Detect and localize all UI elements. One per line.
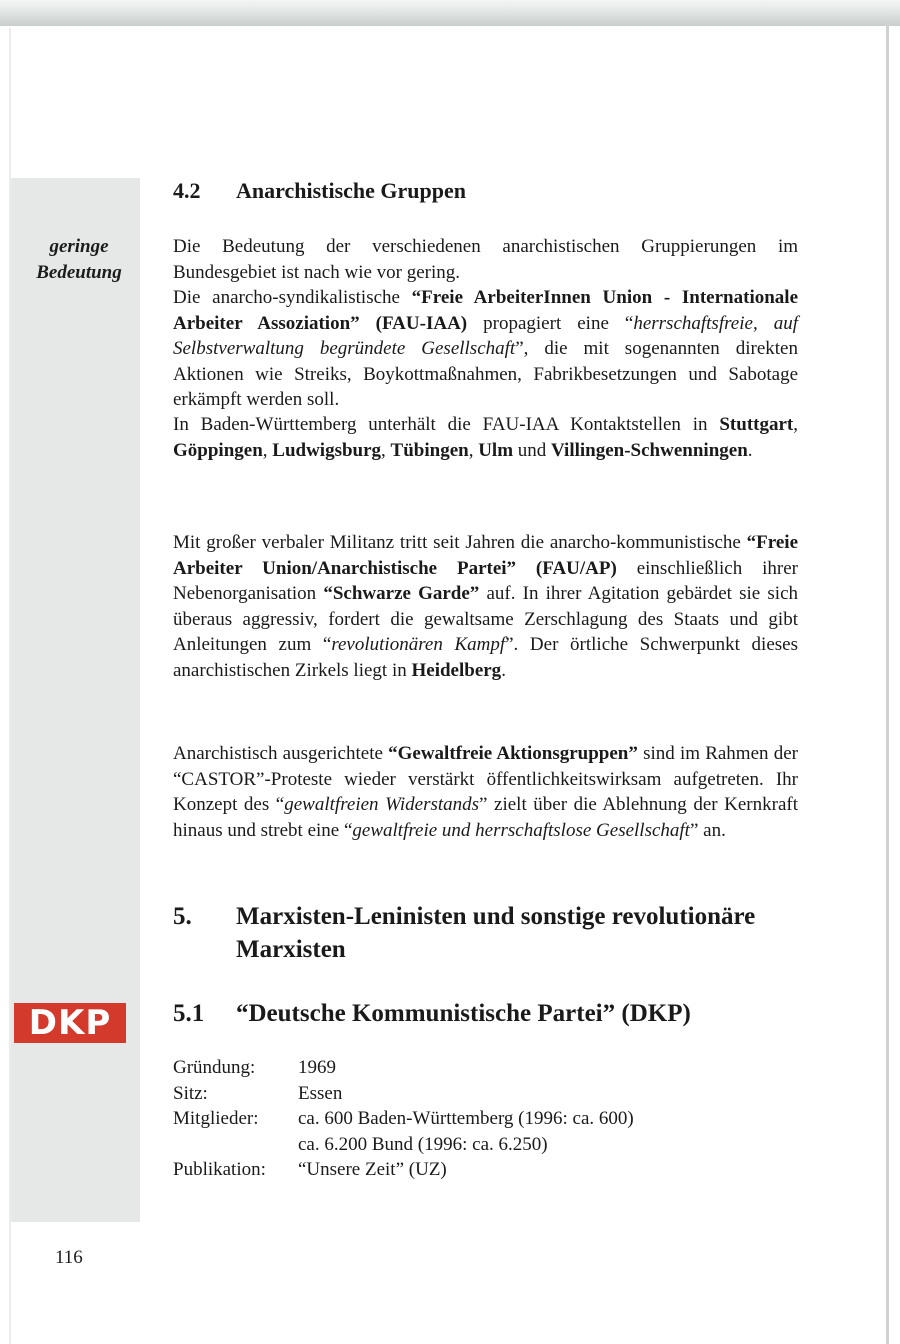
text-run: ”. Der örtliche Schwerpunkt dieses anarchistischen Zirkels liegt in (173, 634, 798, 681)
bold-text: Göppingen (173, 439, 263, 461)
text-run: sind im Rahmen der “CASTOR”-Proteste wieder verstärkt öffentlichkeitswirksam aufgetreten. Ihr Konzept des “ (173, 743, 798, 815)
section-heading-5 (173, 900, 803, 966)
party-facts-table (173, 1055, 634, 1183)
text-run: propagiert eine “ (467, 312, 634, 334)
page-number: 116 (55, 1247, 83, 1268)
fact-values (298, 1106, 634, 1157)
paragraph (173, 530, 798, 683)
fact-row (173, 1106, 634, 1157)
text-run: , (468, 439, 479, 461)
scan-border-top (0, 0, 900, 26)
scan-border-right (886, 20, 889, 1344)
text-run: , (262, 439, 273, 461)
section-number: 4.2 (173, 178, 201, 203)
fact-values (298, 1157, 447, 1183)
fact-value: ca. 600 Baden-Württemberg (1996: ca. 600) (298, 1108, 634, 1129)
text-run: und (513, 439, 552, 461)
bold-text: Heidelberg (411, 659, 502, 681)
paragraph (173, 234, 798, 285)
paragraph (173, 285, 798, 413)
margin-note-line: geringe (49, 236, 109, 257)
margin-sidebar (11, 178, 140, 1222)
text-run: Mit großer verbaler Militanz tritt seit Jahren die anarcho-kommunistische (173, 532, 747, 553)
section-heading-4-2 (173, 176, 466, 206)
fact-label: Publikation: (173, 1159, 266, 1180)
text-run: Anarchistisch ausgerichtete (173, 743, 389, 764)
bold-text: “Freie ArbeiterInnen Union - Internationale Arbeiter Assoziation” (FAU-IAA) (173, 287, 798, 334)
fact-row (173, 1081, 634, 1107)
fact-value: ca. 6.200 Bund (1996: ca. 6.250) (298, 1133, 548, 1155)
fact-label: Gründung: (173, 1057, 256, 1078)
dkp-logo: DKP (14, 1003, 126, 1043)
fact-value: 1969 (298, 1057, 336, 1078)
bold-text: Ulm (478, 439, 514, 461)
text-run: In Baden-Württemberg unterhält die FAU-IAA Kontaktstellen in (173, 414, 720, 435)
bold-text: Tübingen (390, 439, 469, 461)
fact-value: “Unsere Zeit” (UZ) (298, 1159, 447, 1180)
fact-value: Essen (298, 1082, 343, 1104)
fact-row (173, 1055, 634, 1081)
fact-values (298, 1055, 336, 1081)
text-run: Die Bedeutung der verschiedenen anarchistischen Gruppierungen im Bundesgebiet ist nach wie vor gering. (173, 236, 798, 283)
fact-label: Mitglieder: (173, 1108, 259, 1129)
section-number: 5. (173, 903, 192, 930)
margin-note (18, 234, 140, 286)
text-run: . (747, 439, 753, 461)
section-heading-5-1 (173, 997, 803, 1030)
bold-text: Ludwigsburg (272, 439, 382, 461)
fact-values (298, 1081, 342, 1107)
text-run: ” an. (689, 819, 726, 841)
bold-text: “Schwarze Garde” (323, 583, 480, 604)
text-run: , (793, 414, 798, 435)
text-run: einschließlich ihrer Nebenorganisation (173, 557, 798, 604)
section-title: Marxisten-Leninisten und sonstige revolutionäre Marxisten (236, 903, 756, 963)
italic-text: revolutionären Kampf (331, 634, 506, 655)
bold-text: Villingen-Schwenningen (551, 439, 748, 461)
text-run: ”, die mit sogenannten direkten Aktionen wie Streiks, Boykottmaßnahmen, Fabrikbesetzungen und Sabotage erkämpft werden soll. (173, 338, 798, 410)
italic-text: gewaltfreien Widerstands (284, 794, 480, 815)
text-run: , (381, 439, 391, 461)
text-run: ” zielt über die Ablehnung der Kernkraft hinaus und strebt eine “ (173, 794, 798, 841)
section-title: Anarchistische Gruppen (236, 178, 467, 203)
paragraph (173, 741, 798, 843)
section-number: 5.1 (173, 1000, 205, 1027)
fact-label: Sitz: (173, 1082, 208, 1104)
paragraph (173, 412, 798, 463)
bold-text: “Gewaltfreie Aktionsgruppen” (388, 743, 638, 764)
text-run: . (501, 659, 506, 681)
text-run: Die anarcho-syndikalistische (173, 287, 412, 308)
text-run: auf. In ihrer Agitation gebärdet sie sich überaus aggressiv, fordert die gewaltsame Zerschlagung des Staats und gibt Anleitungen zum “ (173, 583, 798, 655)
italic-text: herrschaftsfreie, auf Selbstverwaltung begründete Gesellschaft (173, 312, 798, 359)
margin-note-line: Bedeutung (36, 262, 122, 283)
section-title: “Deutsche Kommunistische Partei” (DKP) (236, 1000, 691, 1027)
italic-text: gewaltfreie und herrschaftslose Gesellschaft (352, 819, 690, 841)
fact-row (173, 1157, 634, 1183)
bold-text: Stuttgart (719, 414, 794, 435)
bold-text: “Freie Arbeiter Union/Anarchistische Partei” (FAU/AP) (173, 532, 798, 579)
